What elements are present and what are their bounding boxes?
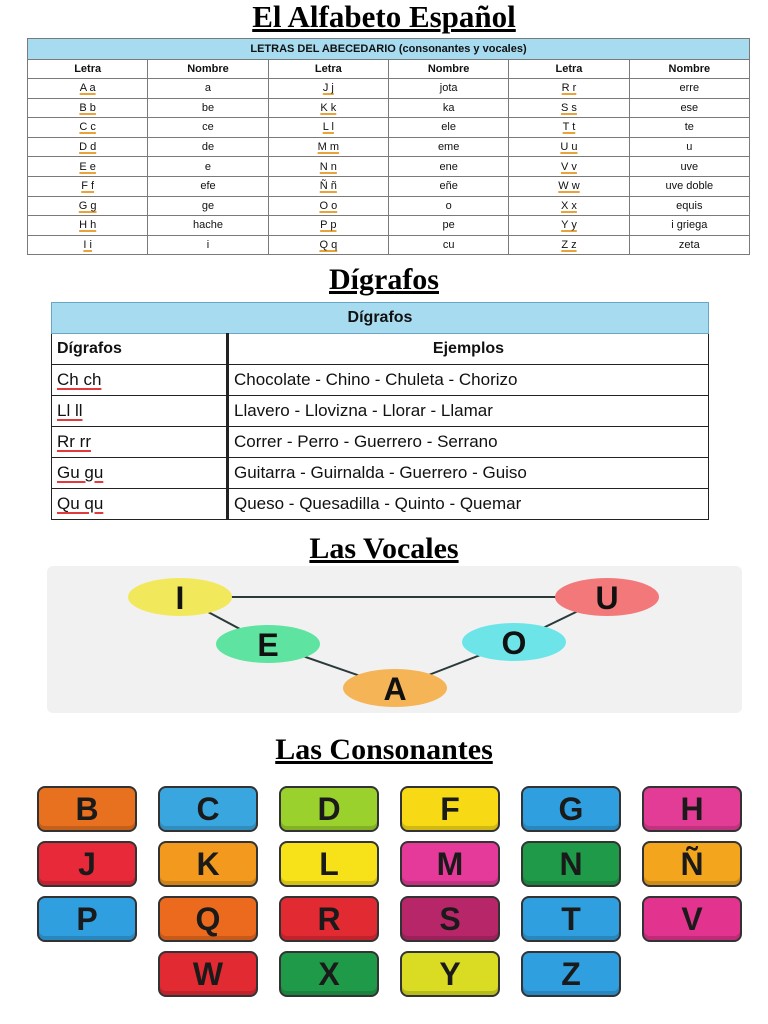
name-cell [148, 79, 268, 99]
letter-cell [509, 79, 629, 99]
name-text: ene [439, 160, 458, 173]
name-text: o [445, 199, 452, 212]
name-text: uve doble [665, 180, 714, 193]
name-text: de [201, 141, 215, 154]
letter-cell [268, 118, 388, 138]
digraph-cell [52, 458, 228, 489]
alphabet-table [27, 38, 750, 255]
vowel-letter: I [175, 580, 185, 616]
letter-text: W w [558, 180, 580, 193]
letter-text: B b [79, 101, 96, 114]
digraph-row [52, 427, 709, 458]
consonant-tile: F [400, 786, 500, 832]
letter-cell [28, 216, 148, 236]
name-text: te [684, 121, 694, 134]
letter-cell [509, 196, 629, 216]
consonant-tile: R [279, 896, 379, 942]
letter-text: D d [79, 141, 97, 154]
letter-cell [268, 79, 388, 99]
alphabet-row [28, 196, 750, 216]
letter-text: A a [79, 82, 96, 95]
name-cell [388, 157, 508, 177]
vowels-diagram [47, 566, 742, 713]
letter-cell [28, 235, 148, 255]
alphabet-title: El Alfabeto Español [252, 0, 516, 34]
digraph-row [52, 489, 709, 520]
letter-text: K k [320, 101, 337, 114]
consonant-tile: K [158, 841, 258, 887]
name-text: be [201, 101, 215, 114]
name-text: equis [676, 199, 703, 212]
consonant-tile: S [400, 896, 500, 942]
vowel-letter: E [257, 627, 279, 663]
name-text: cu [442, 239, 455, 252]
name-cell [388, 98, 508, 118]
consonants-title: Las Consonantes [275, 733, 493, 766]
consonant-tile: P [37, 896, 137, 942]
consonant-tile: W [158, 951, 258, 997]
consonant-tile: N [521, 841, 621, 887]
digraph-row [52, 396, 709, 427]
letter-cell [28, 137, 148, 157]
alphabet-row [28, 176, 750, 196]
name-cell [148, 98, 268, 118]
alphabet-header-cell: Letra [509, 60, 629, 79]
letter-cell [28, 157, 148, 177]
name-cell [148, 216, 268, 236]
letter-text: Q q [319, 239, 338, 252]
name-text: ge [201, 199, 215, 212]
letter-text: N n [319, 160, 337, 173]
name-cell [629, 79, 749, 99]
consonant-tile: T [521, 896, 621, 942]
digraph-table-caption: Dígrafos [52, 303, 709, 334]
name-text: pe [442, 219, 455, 232]
letter-text: M m [317, 141, 340, 154]
consonant-tile: Q [158, 896, 258, 942]
name-text: uve [680, 160, 699, 173]
name-cell [388, 118, 508, 138]
letter-cell [268, 98, 388, 118]
name-text: zeta [678, 239, 700, 252]
name-text: eme [437, 141, 460, 154]
alphabet-row [28, 137, 750, 157]
letter-text: X x [561, 199, 577, 212]
alphabet-header-cell: Nombre [148, 60, 268, 79]
letter-cell [509, 98, 629, 118]
examples-cell: Llavero - Llovizna - Llorar - Llamar [228, 396, 709, 427]
letter-text: L l [322, 121, 334, 134]
consonant-tile: H [642, 786, 742, 832]
consonant-tile: X [279, 951, 379, 997]
letter-text: H h [79, 219, 97, 232]
digraph-text: Gu gu [57, 463, 104, 482]
name-cell [388, 235, 508, 255]
letter-cell [509, 235, 629, 255]
alphabet-row [28, 235, 750, 255]
consonant-tile: J [37, 841, 137, 887]
alphabet-header-cell: Nombre [629, 60, 749, 79]
letter-text: S s [561, 101, 577, 114]
consonant-tile: G [521, 786, 621, 832]
name-cell [148, 137, 268, 157]
examples-cell: Correr - Perro - Guerrero - Serrano [228, 427, 709, 458]
letter-cell [268, 196, 388, 216]
name-cell [629, 137, 749, 157]
name-cell [629, 98, 749, 118]
alphabet-row [28, 98, 750, 118]
letter-cell [28, 118, 148, 138]
alphabet-header-cell: Letra [268, 60, 388, 79]
name-cell [629, 157, 749, 177]
alphabet-row [28, 157, 750, 177]
name-cell [629, 176, 749, 196]
name-cell [148, 235, 268, 255]
digraph-text: Rr rr [57, 432, 91, 451]
name-text: erre [679, 82, 700, 95]
letter-text: Ñ ñ [319, 180, 337, 193]
letter-cell [28, 98, 148, 118]
name-cell [148, 118, 268, 138]
digraph-cell [52, 427, 228, 458]
letter-text: C c [79, 121, 96, 134]
letter-cell [509, 157, 629, 177]
digraph-cell [52, 489, 228, 520]
digraph-header-ejemplos: Ejemplos [228, 334, 709, 365]
digraph-row [52, 365, 709, 396]
name-cell [148, 176, 268, 196]
letter-text: Y y [561, 219, 577, 232]
letter-cell [28, 196, 148, 216]
digraph-cell [52, 396, 228, 427]
consonant-tile: V [642, 896, 742, 942]
letter-cell [268, 176, 388, 196]
letter-text: E e [79, 160, 96, 173]
name-cell [629, 118, 749, 138]
name-text: u [686, 141, 693, 154]
letter-cell [509, 176, 629, 196]
consonant-tile: C [158, 786, 258, 832]
consonant-tile: L [279, 841, 379, 887]
name-text: hache [193, 219, 223, 232]
name-text: ese [680, 101, 699, 114]
vowels-svg [47, 566, 742, 713]
name-text: efe [200, 180, 216, 193]
name-text: i griega [671, 219, 708, 232]
name-text: e [204, 160, 212, 173]
letter-text: I i [83, 239, 92, 252]
letter-cell [509, 216, 629, 236]
examples-cell: Chocolate - Chino - Chuleta - Chorizo [228, 365, 709, 396]
consonant-tile: Z [521, 951, 621, 997]
letter-text: Z z [561, 239, 577, 252]
letter-text: U u [560, 141, 578, 154]
letter-cell [28, 79, 148, 99]
name-cell [148, 157, 268, 177]
name-cell [388, 79, 508, 99]
alphabet-header-row [28, 60, 750, 79]
digraph-table [51, 302, 709, 520]
name-cell [148, 196, 268, 216]
name-text: i [206, 239, 210, 252]
examples-cell: Guitarra - Guirnalda - Guerrero - Guiso [228, 458, 709, 489]
alphabet-row [28, 79, 750, 99]
alphabet-row [28, 118, 750, 138]
digraph-text: Qu qu [57, 494, 104, 513]
letter-cell [28, 176, 148, 196]
letter-text: O o [319, 199, 338, 212]
examples-cell: Queso - Quesadilla - Quinto - Quemar [228, 489, 709, 520]
vowel-letter: U [595, 580, 619, 616]
alphabet-header-cell: Nombre [388, 60, 508, 79]
letter-cell [509, 118, 629, 138]
consonant-tile: Ñ [642, 841, 742, 887]
consonant-tile: D [279, 786, 379, 832]
digraphs-title: Dígrafos [329, 263, 439, 296]
letter-text: P p [320, 219, 337, 232]
letter-cell [268, 157, 388, 177]
digraph-cell [52, 365, 228, 396]
letter-text: T t [562, 121, 576, 134]
name-cell [629, 235, 749, 255]
digraph-text: Ch ch [57, 370, 102, 389]
letter-text: F f [81, 180, 95, 193]
letter-cell [268, 216, 388, 236]
name-text: ce [202, 121, 214, 134]
vowel-letter: O [501, 625, 527, 661]
vowel-letter: A [383, 671, 407, 707]
consonant-tile: M [400, 841, 500, 887]
name-text: a [204, 82, 212, 95]
digraph-text: Ll ll [57, 401, 83, 420]
letter-cell [268, 137, 388, 157]
name-cell [629, 196, 749, 216]
letter-text: G g [78, 199, 97, 212]
digraph-row [52, 458, 709, 489]
consonant-tile: B [37, 786, 137, 832]
vowels-title: Las Vocales [309, 532, 459, 565]
name-text: ele [441, 121, 456, 134]
alphabet-row [28, 216, 750, 236]
consonant-tile: Y [400, 951, 500, 997]
name-cell [629, 216, 749, 236]
letter-cell [268, 235, 388, 255]
alphabet-header-cell: Letra [28, 60, 148, 79]
name-cell [388, 196, 508, 216]
letter-cell [509, 137, 629, 157]
name-text: ka [442, 101, 455, 114]
digraph-header-digrafos: Dígrafos [52, 334, 228, 365]
name-text: jota [439, 82, 458, 95]
letter-text: R r [561, 82, 577, 95]
name-cell [388, 176, 508, 196]
alphabet-table-caption: LETRAS DEL ABECEDARIO (consonantes y vocales) [28, 39, 750, 60]
name-text: eñe [439, 180, 458, 193]
name-cell [388, 216, 508, 236]
name-cell [388, 137, 508, 157]
letter-text: V v [561, 160, 577, 173]
letter-text: J j [322, 82, 334, 95]
